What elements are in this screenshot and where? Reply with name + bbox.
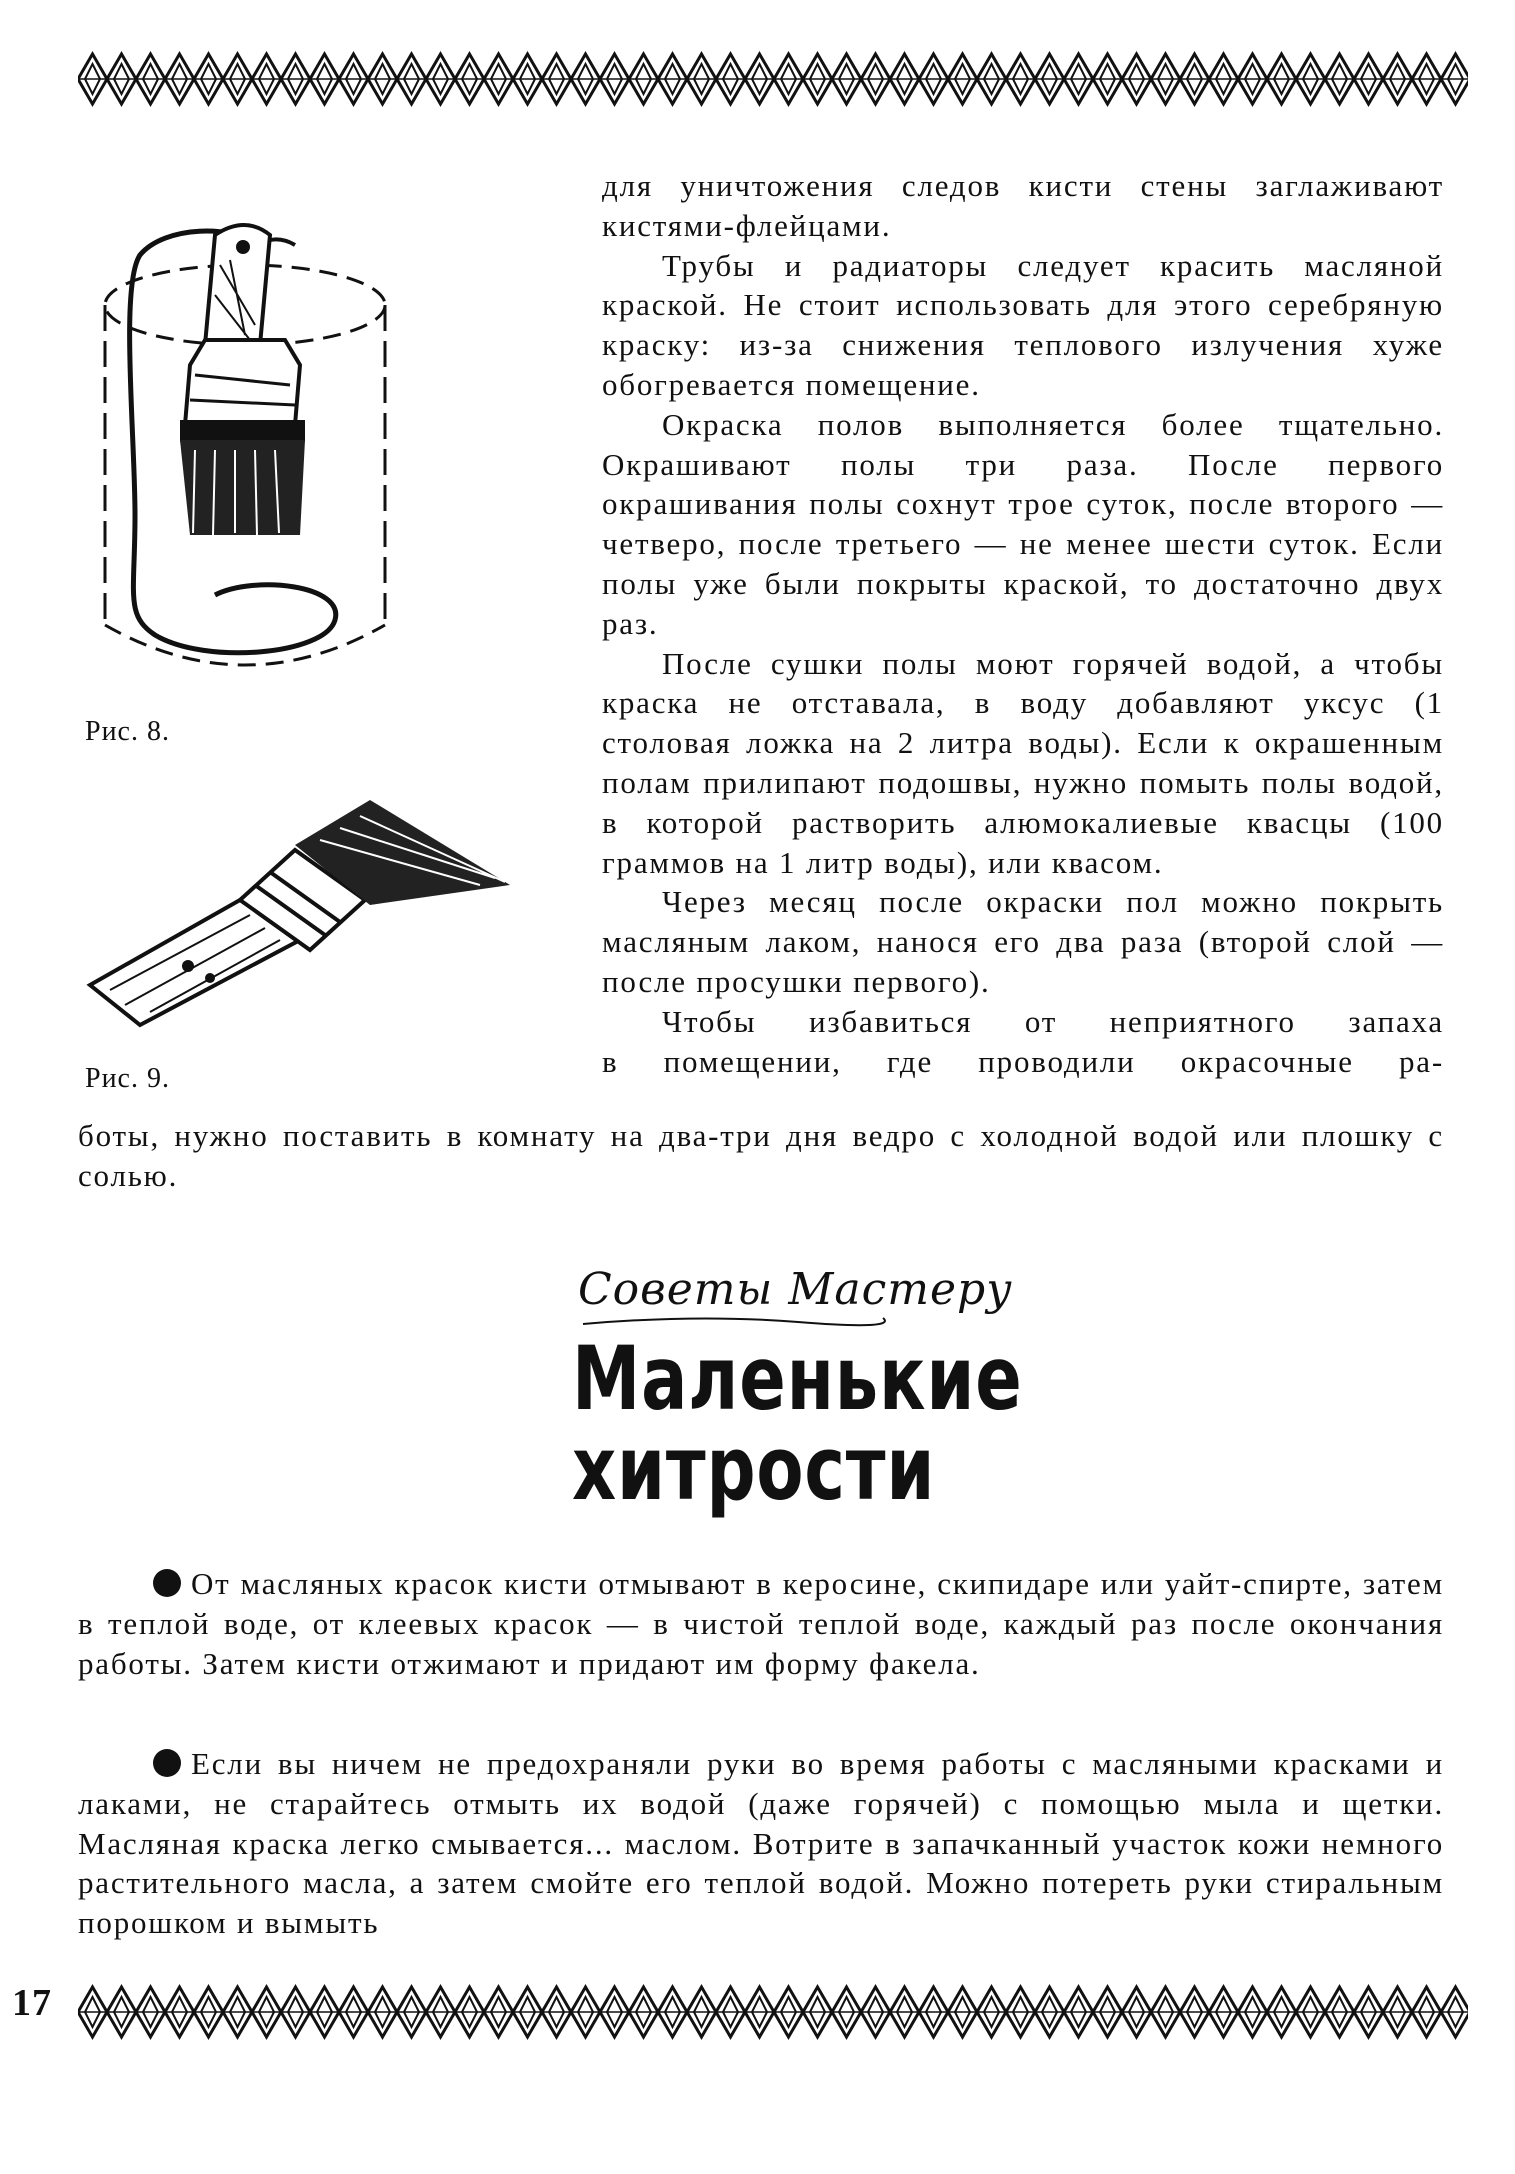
tip-item <box>78 1564 1444 1683</box>
figure-8-caption: Рис. 8. <box>85 716 170 747</box>
tip-paragraph <box>78 1744 1444 1943</box>
paragraph-line <box>602 1042 1444 1082</box>
paragraph <box>602 1002 1444 1042</box>
paragraph: Через месяц после окраски пол можно покрыть масляным лаком, нанося его два раза (второй слой — после просушки первого). <box>602 884 1444 999</box>
figure-8-brush-in-jar <box>95 215 400 695</box>
section-title-line1: Маленькие <box>572 1327 1023 1430</box>
tip-text: Если вы ничем не предохраняли руки во время работы с масляными красками и лаками, не старайтесь отмыть их водой (даже горячей) с помощью мыла и щетки. Масляная краска легко смывается... маслом. Вотрите в запачканный участок кожи немного растительного масла, а затем смойте его теплой водой. Можно потереть руки стиральным порошком и вымыть <box>78 1746 1444 1941</box>
page-number: 17 <box>12 1982 52 2024</box>
paragraph: Трубы и радиаторы следует красить масляной краской. Не стоит использовать для этого серебряную краску: из-за снижения теплового излучения хуже обогревается помещение. <box>602 247 1444 402</box>
bullet-icon <box>153 1749 181 1777</box>
right-column-text <box>602 166 1444 1081</box>
paragraph: Окраска полов выполняется более тщательно. Окрашивают полы три раза. После первого окрашивания полы сохнут трое суток, после второго — четверо, после третьего — не менее шести суток. Если полы уже были покрыты краской, то достаточно двух раз. <box>602 406 1444 641</box>
section-script-heading: Советы Мастеру <box>578 1264 1013 1315</box>
paragraph: боты, нужно поставить в комнату на два-три дня ведро с холодной водой или плошку с солью. <box>78 1118 1444 1193</box>
paragraph-line: Чтобы избавиться от неприятного запаха <box>662 1003 1444 1039</box>
paragraph: для уничтожения следов кисти стены заглаживают кистями-флейцами. <box>602 168 1444 243</box>
tip-item <box>78 1744 1444 1943</box>
figure-9-caption: Рис. 9. <box>85 1063 170 1094</box>
figure-9-brush <box>80 790 515 1030</box>
top-ornament-border <box>78 50 1468 108</box>
continuation-text <box>78 1116 1444 1196</box>
tip-paragraph <box>78 1564 1444 1683</box>
paragraph-line-text: в помещении, где проводили окрасочные ра- <box>602 1043 1444 1079</box>
paragraph: После сушки полы моют горячей водой, а чтобы краска не отставала, в воду добавляют уксус (1 столовая ложка на 2 литра воды). Если к окрашенным полам прилипают подошвы, нужно помыть полы водой, в которой растворить алюмокалиевые квасцы (100 граммов на 1 литр воды), или квасом. <box>602 645 1444 880</box>
section-title-line2: хитрости <box>572 1417 936 1520</box>
bottom-ornament-border <box>78 1983 1468 2041</box>
bullet-icon <box>153 1569 181 1597</box>
tip-text: От масляных красок кисти отмывают в керосине, скипидаре или уайт-спирте, затем в теплой воде, от клеевых красок — в чистой теплой воде, каждый раз после окончания работы. Затем кисти отжимают и придают им форму факела. <box>78 1566 1444 1681</box>
